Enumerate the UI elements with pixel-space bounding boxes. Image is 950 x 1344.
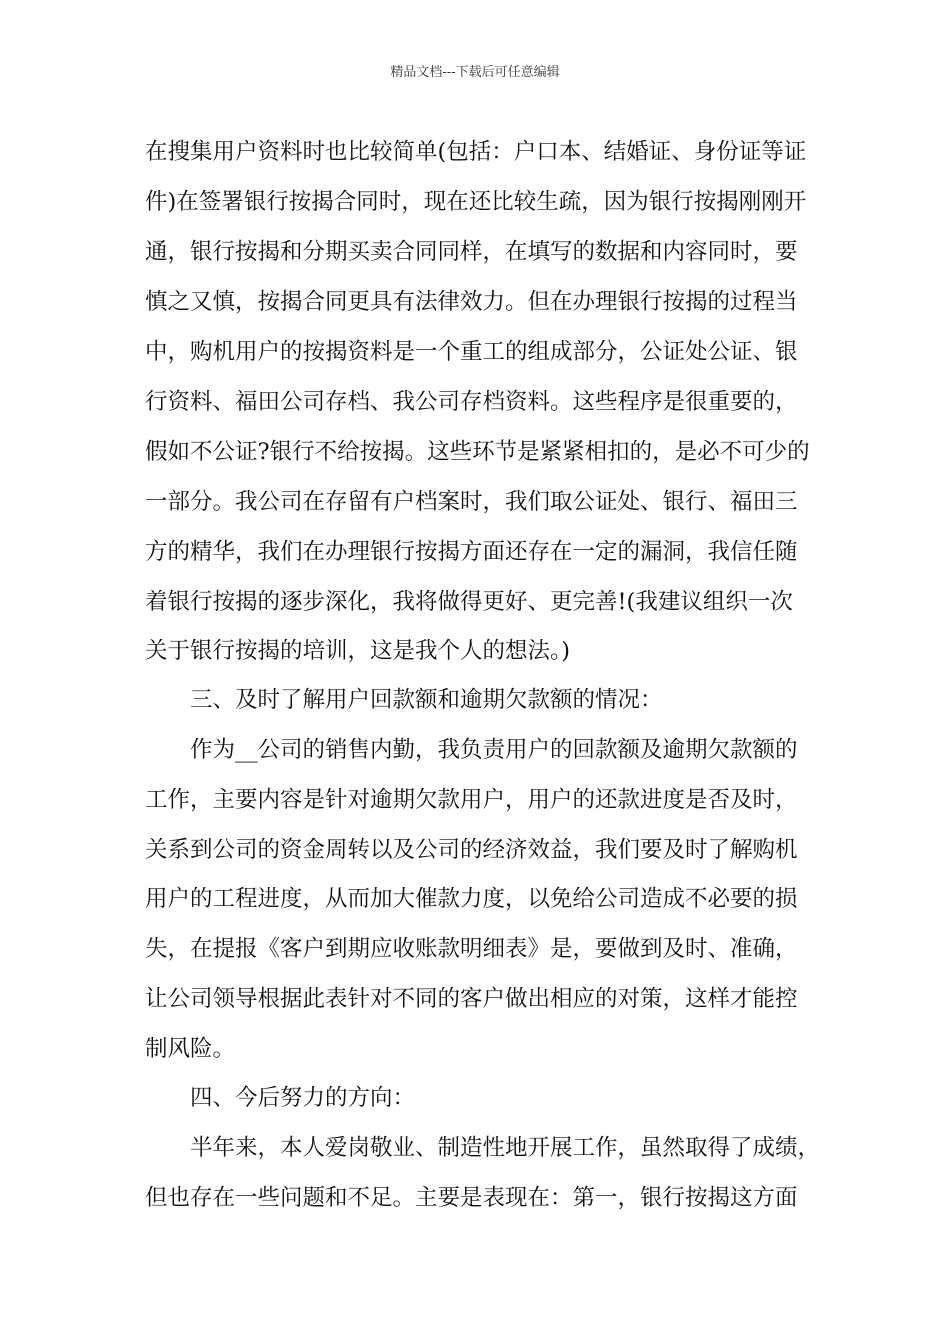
text-line: 关系到公司的资金周转以及公司的经济效益，我们要及时了解购机	[145, 837, 798, 863]
text-line: 中，购机用户的按揭资料是一个重工的组成部分，公证处公证、银	[145, 339, 798, 365]
text-line: 制风险。	[145, 1036, 236, 1062]
page-header: 精品文档---下载后可任意编辑	[390, 65, 560, 80]
text-line: 工作，主要内容是针对逾期欠款用户，用户的还款进度是否及时，	[145, 787, 798, 813]
text-line: 半年来，本人爱岗敬业、制造性地开展工作，虽然取得了成绩，	[145, 1135, 821, 1161]
text-line: 作为__公司的销售内勤，我负责用户的回款额及逾期欠款额的	[145, 737, 798, 763]
text-line: 用户的工程进度，从而加大催款力度，以免给公司造成不必要的损	[145, 886, 798, 912]
text-line: 假如不公证?银行不给按揭。这些环节是紧紧相扣的，是必不可少的	[145, 439, 810, 465]
text-line: 失，在提报《客户到期应收账款明细表》是，要做到及时、准确，	[145, 936, 798, 962]
text-line: 在搜集用户资料时也比较简单(包括：户口本、结婚证、身份证等证	[145, 139, 807, 165]
text-line: 让公司领导根据此表针对不同的客户做出相应的对策，这样才能控	[145, 986, 798, 1012]
text-line: 但也存在一些问题和不足。主要是表现在：第一，银行按揭这方面	[145, 1185, 798, 1211]
text-line: 通，银行按揭和分期买卖合同同样，在填写的数据和内容同时，要	[145, 239, 798, 265]
text-line: 一部分。我公司在存留有户档案时，我们取公证处、银行、福田三	[145, 489, 798, 515]
text-line: 方的精华，我们在办理银行按揭方面还存在一定的漏洞，我信任随	[145, 539, 798, 565]
text-line: 件)在签署银行按揭合同时，现在还比较生疏，因为银行按揭刚刚开	[145, 189, 807, 215]
text-line: 关于银行按揭的培训，这是我个人的想法。)	[145, 638, 571, 664]
text-line: 慎之又慎，按揭合同更具有法律效力。但在办理银行按揭的过程当	[145, 289, 798, 315]
text-line: 行资料、福田公司存档、我公司存档资料。这些程序是很重要的，	[145, 389, 798, 415]
section-heading: 三、及时了解用户回款额和逾期欠款额的情况：	[145, 687, 663, 713]
section-heading: 四、今后努力的方向：	[145, 1085, 416, 1111]
text-line: 着银行按揭的逐步深化，我将做得更好、更完善!(我建议组织一次	[145, 589, 793, 615]
